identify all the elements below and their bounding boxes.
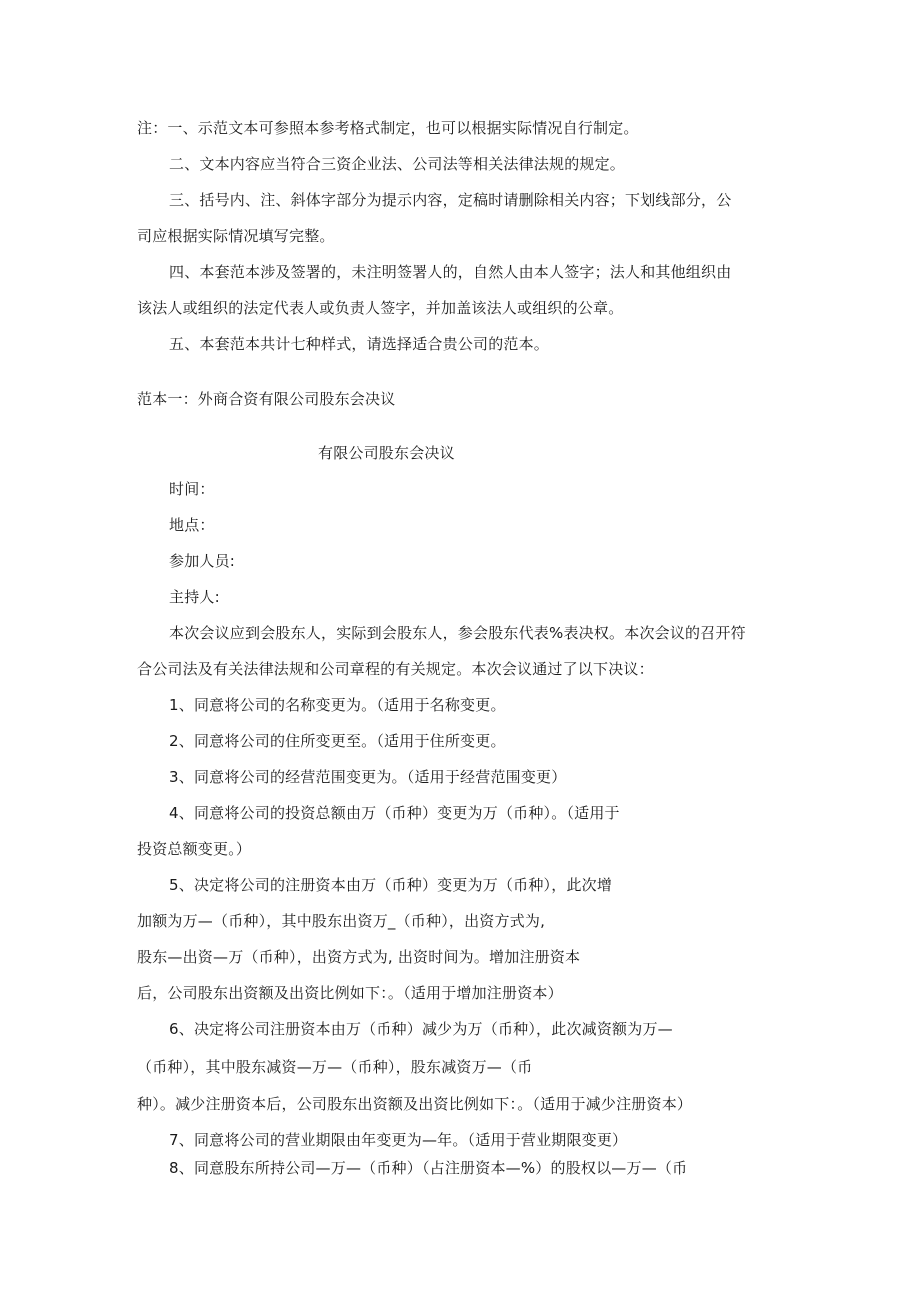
field-place: 地点： [169,516,215,534]
note-4-line-2: 该法人或组织的法定代表人或负责人签字，并加盖该法人或组织的公章。 [137,299,624,317]
field-host: 主持人: [169,588,220,606]
note-3-line-2: 司应根据实际情况填写完整。 [137,227,335,245]
template-heading: 范本一：外商合资有限公司股东会决议 [137,390,396,408]
field-time: 时间： [169,480,215,498]
document-title: 有限公司股东会决议 [318,444,455,462]
resolution-7: 7、同意将公司的营业期限由年变更为—年。（适用于营业期限变更） [169,1131,628,1149]
note-2: 二、文本内容应当符合三资企业法、公司法等相关法律法规的规定。 [169,155,626,173]
resolution-4-line-1: 4、同意将公司的投资总额由万（币种）变更为万（币种）。（适用于 [169,804,620,822]
note-5: 五、本套范本共计七种样式，请选择适合贵公司的范本。 [169,335,550,353]
resolution-5-line-3: 股东—出资—万（币种），出资方式为, 出资时间为。增加注册资本 [137,948,581,966]
resolution-5-line-2: 加额为万—（币种），其中股东出资万_（币种），出资方式为, [137,912,546,930]
intro-line-2: 合公司法及有关法律法规和公司章程的有关规定。本次会议通过了以下决议： [137,660,654,678]
note-1: 注：一、示范文本可参照本参考格式制定，也可以根据实际情况自行制定。 [137,119,639,137]
resolution-5-line-1: 5、决定将公司的注册资本由万（币种）变更为万（币种），此次增 [169,876,613,894]
resolution-4-line-2: 投资总额变更。） [137,840,252,858]
intro-line-1: 本次会议应到会股东人，实际到会股东人，参会股东代表%表决权。本次会议的召开符 [169,624,746,642]
field-attendees: 参加人员: [169,552,236,570]
resolution-5-line-4: 后，公司股东出资额及出资比例如下：。（适用于增加注册资本） [137,984,563,1002]
note-3-line-1: 三、括号内、注、斜体字部分为提示内容，定稿时请删除相关内容；下划线部分，公 [169,191,732,209]
resolution-6-line-3: 种）。减少注册资本后，公司股东出资额及出资比例如下：。（适用于减少注册资本） [137,1095,693,1113]
resolution-3: 3、同意将公司的经营范围变更为。（适用于经营范围变更） [169,768,567,786]
note-4-line-1: 四、本套范本涉及签署的，未注明签署人的，自然人由本人签字；法人和其他组织由 [169,263,732,281]
resolution-6-line-2: （币种），其中股东减资—万—（币种），股东减资万—（币 [137,1058,533,1076]
resolution-2: 2、同意将公司的住所变更至。（适用于住所变更。 [169,732,506,750]
resolution-1: 1、同意将公司的名称变更为。（适用于名称变更。 [169,696,506,714]
resolution-8: 8、同意股东所持公司—万—（币种）（占注册资本—%）的股权以—万—（币 [169,1159,688,1177]
resolution-6-line-1: 6、决定将公司注册资本由万（币种）减少为万（币种），此次减资额为万— [169,1020,673,1038]
